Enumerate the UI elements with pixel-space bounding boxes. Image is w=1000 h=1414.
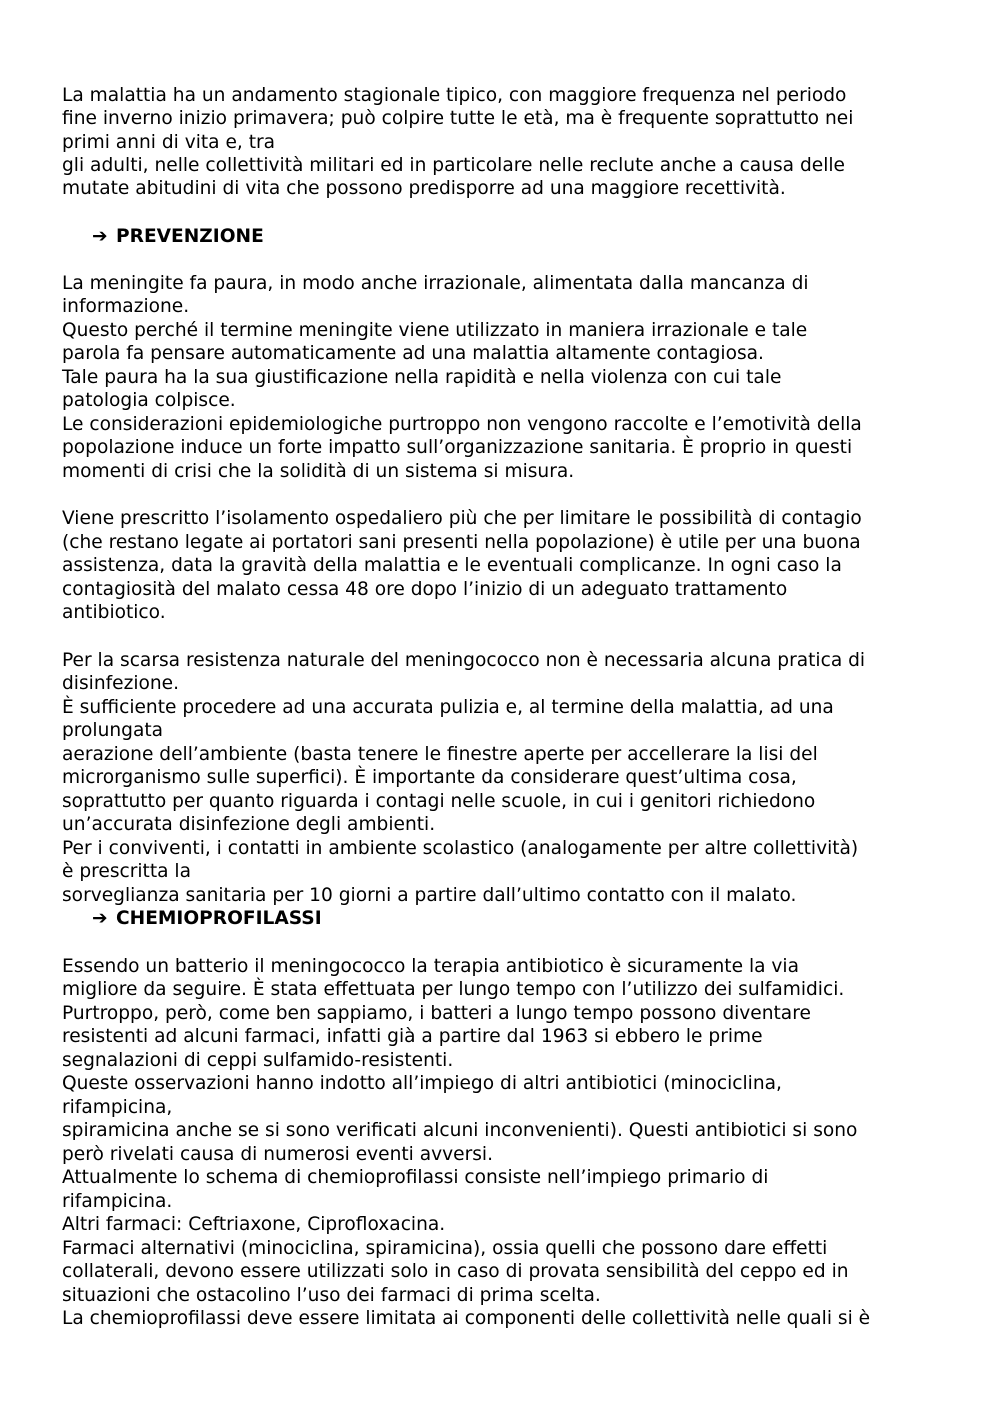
arrow-right-icon: ➔ [92,908,108,929]
text-line: primi anni di vita e, tra [62,132,276,153]
text-line: situazioni che ostacolino l’uso dei farmaci di prima scelta. [62,1285,601,1306]
text-line: assistenza, data la gravità della malattia e le eventuali complicanze. In ogni caso la [62,555,842,576]
text-line: informazione. [62,296,190,317]
text-line: Le considerazioni epidemiologiche purtroppo non vengono raccolte e l’emotività della [62,414,862,435]
text-line: soprattutto per quanto riguarda i contagi nelle scuole, in cui i genitori richiedono [62,791,816,812]
arrow-right-icon: ➔ [92,226,108,247]
text-line: Altri farmaci: Ceftriaxone, Ciprofloxacina. [62,1214,446,1235]
text-line: collaterali, devono essere utilizzati solo in caso di provata sensibilità del ceppo ed in [62,1261,849,1282]
text-line: sorveglianza sanitaria per 10 giorni a partire dall’ultimo contatto con il malato. [62,885,797,906]
text-line: fine inverno inizio primavera; può colpire tutte le età, ma è frequente soprattutto nei [62,108,854,129]
text-line: un’accurata disinfezione degli ambienti. [62,814,436,835]
text-line: Purtroppo, però, come ben sappiamo, i batteri a lungo tempo possono diventare [62,1003,811,1024]
text-line: parola fa pensare automaticamente ad una malattia altamente contagiosa. [62,343,764,364]
text-line: Tale paura ha la sua giustificazione nella rapidità e nella violenza con cui tale [62,367,782,388]
text-line: (che restano legate ai portatori sani presenti nella popolazione) è utile per una buona [62,532,861,553]
heading-text: PREVENZIONE [116,226,264,247]
section-heading-prevenzione [92,225,264,248]
text-line: antibiotico. [62,602,166,623]
text-line: Farmaci alternativi (minociclina, spiramicina), ossia quelli che possono dare effetti [62,1238,828,1259]
text-line: prolungata [62,720,164,741]
text-line: Attualmente lo schema di chemioprofilassi consiste nell’impiego primario di [62,1167,769,1188]
text-line: è prescritta la [62,861,191,882]
text-line: popolazione induce un forte impatto sull’organizzazione sanitaria. È proprio in questi [62,437,853,458]
text-line: segnalazioni di ceppi sulfamido-resistenti. [62,1050,454,1071]
text-line: Essendo un batterio il meningococco la terapia antibiotico è sicuramente la via [62,956,799,977]
text-line: momenti di crisi che la solidità di un sistema si misura. [62,461,575,482]
text-line: La malattia ha un andamento stagionale tipico, con maggiore frequenza nel periodo [62,85,847,106]
text-line: disinfezione. [62,673,180,694]
text-line: rifampicina. [62,1191,173,1212]
text-line: La chemioprofilassi deve essere limitata ai componenti delle collettività nelle quali si è [62,1308,871,1329]
text-line: Per i conviventi, i contatti in ambiente scolastico (analogamente per altre collettività) [62,838,859,859]
text-line: contagiosità del malato cessa 48 ore dopo l’inizio di un adeguato trattamento [62,579,788,600]
text-line: resistenti ad alcuni farmaci, infatti già a partire dal 1963 si ebbero le prime [62,1026,763,1047]
text-line: rifampicina, [62,1097,173,1118]
text-line: La meningite fa paura, in modo anche irrazionale, alimentata dalla mancanza di [62,273,809,294]
text-line: microrganismo sulle superfici). È importante da considerare quest’ultima cosa, [62,767,797,788]
text-line: Per la scarsa resistenza naturale del meningococco non è necessaria alcuna pratica di [62,650,866,671]
text-line: mutate abitudini di vita che possono predisporre ad una maggiore recettività. [62,178,786,199]
text-line: È sufficiente procedere ad una accurata pulizia e, al termine della malattia, ad una [62,697,834,718]
text-line: patologia colpisce. [62,390,236,411]
heading-text: CHEMIOPROFILASSI [116,908,322,929]
text-line: aerazione dell’ambiente (basta tenere le finestre aperte per accellerare la lisi del [62,744,818,765]
text-line: Questo perché il termine meningite viene utilizzato in maniera irrazionale e tale [62,320,808,341]
text-line: Viene prescritto l’isolamento ospedaliero più che per limitare le possibilità di contagio [62,508,862,529]
text-line: migliore da seguire. È stata effettuata per lungo tempo con l’utilizzo dei sulfamidici. [62,979,845,1000]
text-line: Queste osservazioni hanno indotto all’impiego di altri antibiotici (minociclina, [62,1073,782,1094]
section-heading-chemioprofilassi [92,907,322,930]
text-line: gli adulti, nelle collettività militari ed in particolare nelle reclute anche a causa delle [62,155,845,176]
text-line: spiramicina anche se si sono verificati alcuni inconvenienti). Questi antibiotici si sono [62,1120,858,1141]
text-line: però rivelati causa di numerosi eventi avversi. [62,1144,493,1165]
